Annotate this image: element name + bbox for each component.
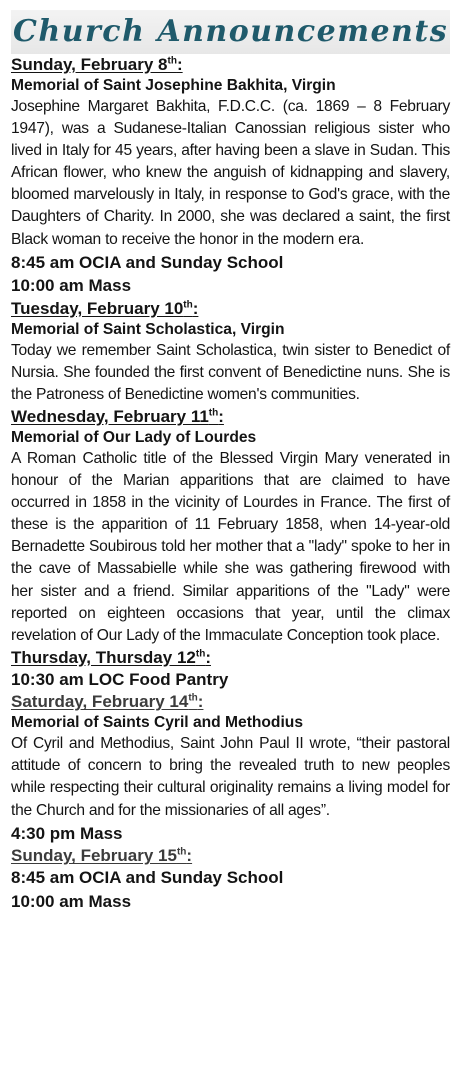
day-heading: Wednesday, February 11th: <box>11 406 224 426</box>
section-saturday-feb-14 <box>11 691 450 845</box>
section-thursday-12 <box>11 647 450 692</box>
day-heading: Sunday, February 15th: <box>11 846 193 866</box>
section-tuesday-feb-10 <box>11 298 450 406</box>
day-heading: Thursday, Thursday 12th: <box>11 647 211 667</box>
memorial-description: Today we remember Saint Scholastica, twin sister to Benedict of Nursia. She founded the first convent of Benedictine nuns. She is the Patroness of Benedictine women's communities. <box>11 341 450 403</box>
event-item: 4:30 pm Mass <box>11 823 123 843</box>
memorial-description: Josephine Margaret Bakhita, F.D.C.C. (ca. 1869 – 8 February 1947), was a Sudanese-Italian Canossian religious sister who lived in Italy for 45 years, after having been a slave in Sudan. This African flower, who knew the anguish of kidnapping and slavery, bloomed marvelously in Italy, in response to God's grace, with the Daughters of Charity. In 2000, she was declared a saint, the first Black woman to receive the honor in the modern era. <box>11 98 450 248</box>
event-item: 8:45 am OCIA and Sunday School <box>11 868 284 888</box>
day-heading: Saturday, February 14th: <box>11 692 204 712</box>
event-item: 10:00 am Mass <box>11 891 132 911</box>
event-item: 10:00 am Mass <box>11 276 132 296</box>
event-item: 8:45 am OCIA and Sunday School <box>11 252 284 272</box>
memorial-description: A Roman Catholic title of the Blessed Virgin Mary venerated in honour of the Marian apparitions that are claimed to have occurred in 1858 in the vicinity of Lourdes in France. The first of these is the apparition of 11 February 1858, when 14-year-old Bernadette Soubirous told her mother that a "lady" spoke to her in the cave of Massabielle while she was gathering firewood with her sister and a friend. Similar apparitions of the "Lady" were reported on eighteen occasions that year, until the climax revelation of Our Lady of the Immaculate Conception took place. <box>11 449 450 644</box>
memorial-title: Memorial of Our Lady of Lourdes <box>11 428 257 446</box>
header-banner <box>11 10 450 54</box>
section-sunday-feb-8 <box>11 54 450 298</box>
bulletin-page <box>0 10 460 1070</box>
day-heading: Sunday, February 8th: <box>11 55 183 74</box>
section-wednesday-feb-11 <box>11 406 450 647</box>
memorial-description: Of Cyril and Methodius, Saint John Paul II wrote, “their pastoral attitude of concern to bring the revealed truth to new peoples while respecting their cultural originality remains a living model for the Church and for the missionaries of all ages”. <box>11 735 450 819</box>
event-item: 10:30 am LOC Food Pantry <box>11 669 229 689</box>
memorial-title: Memorial of Saint Josephine Bakhita, Virgin <box>11 77 336 94</box>
page-title: Church Announcements <box>13 14 449 49</box>
memorial-title: Memorial of Saint Scholastica, Virgin <box>11 320 285 338</box>
memorial-title: Memorial of Saints Cyril and Methodius <box>11 714 303 732</box>
section-sunday-feb-15 <box>11 845 450 913</box>
day-heading: Tuesday, February 10th: <box>11 298 199 318</box>
